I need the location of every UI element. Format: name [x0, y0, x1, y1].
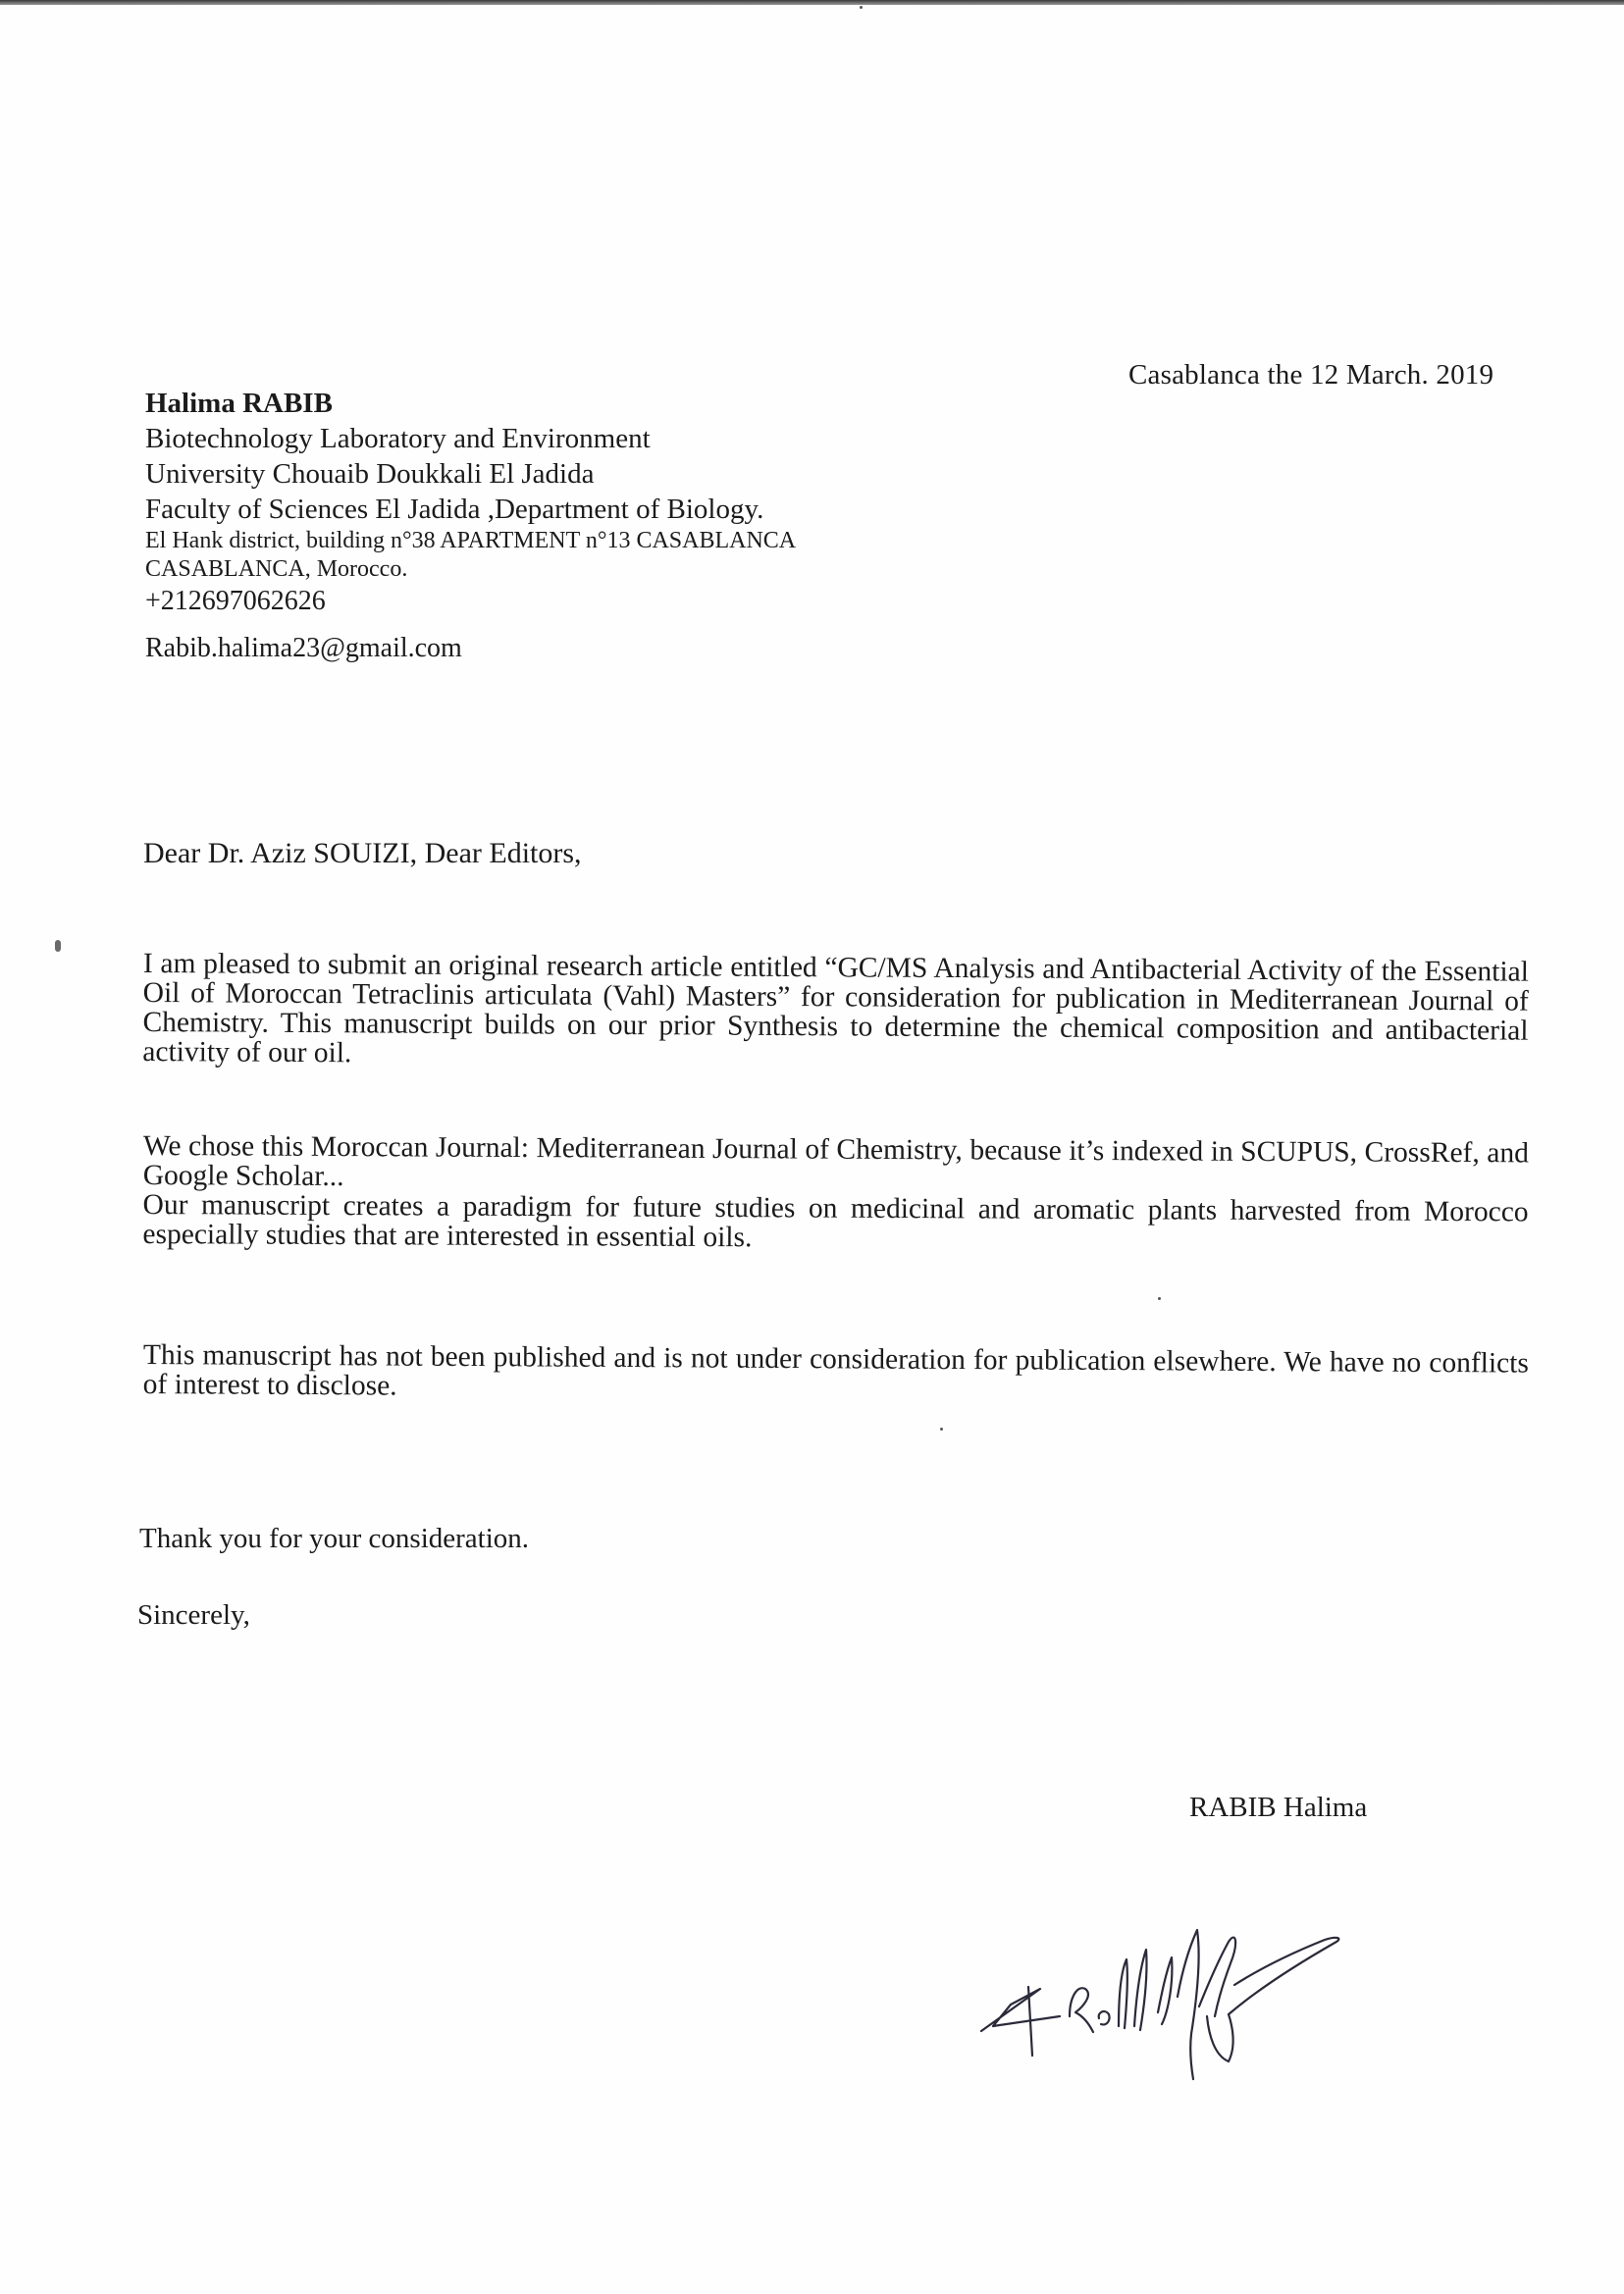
signer-name: RABIB Halima [1189, 1792, 1368, 1823]
handwritten-signature [971, 1869, 1344, 2095]
closing-line: Thank you for your consideration. [139, 1523, 530, 1554]
sender-email: Rabib.halima23@gmail.com [145, 633, 462, 663]
sender-phone: +212697062626 [145, 586, 326, 616]
body-paragraph: We chose this Moroccan Journal: Mediterranean Journal of Chemistry, because it’s indexed in SCUPUS, CrossRef, and Google Scholar... [142, 1130, 1529, 1193]
letter-date: Casablanca the 12 March. 2019 [1128, 359, 1494, 391]
sender-university: University Chouaib Doukkali El Jadida [145, 458, 595, 490]
sender-block [145, 386, 796, 668]
scan-speck [860, 6, 863, 9]
scan-top-edge [0, 0, 1624, 5]
margin-mark [55, 940, 61, 952]
sender-address-line2: CASABLANCA, Morocco. [145, 556, 408, 582]
sender-faculty: Faculty of Sciences El Jadida ,Department of Biology. [145, 494, 764, 525]
body-paragraph: This manuscript has not been published and is not under consideration for publication elsewhere. We have no conflicts of interest to disclose. [142, 1339, 1529, 1402]
body-paragraph: Our manuscript creates a paradigm for future studies on medicinal and aromatic plants harvested from Morocco especially studies that are interested in essential oils. [142, 1188, 1529, 1254]
sender-address-line1: El Hank district, building n°38 APARTMENT n°13 CASABLANCA [145, 528, 797, 553]
scan-speck [940, 1428, 943, 1431]
sender-name: Halima RABIB [145, 388, 333, 419]
sender-lab: Biotechnology Laboratory and Environment [145, 423, 651, 454]
scan-speck [1158, 1297, 1161, 1300]
salutation: Dear Dr. Aziz SOUIZI, Dear Editors, [143, 837, 582, 869]
body-paragraph: I am pleased to submit an original research article entitled “GC/MS Analysis and Antibacterial Activity of the Essential Oil of Moroccan Tetraclinis articulata (Vahl) Masters” for consideration for publication in Mediterranean Journal of Chemistry. This manuscript builds on our prior Synthesis to determine the chemical composition and antibacterial activity of our oil. [142, 948, 1529, 1069]
body-paragraph-group [142, 1131, 1529, 1256]
sign-off: Sincerely, [137, 1599, 250, 1631]
